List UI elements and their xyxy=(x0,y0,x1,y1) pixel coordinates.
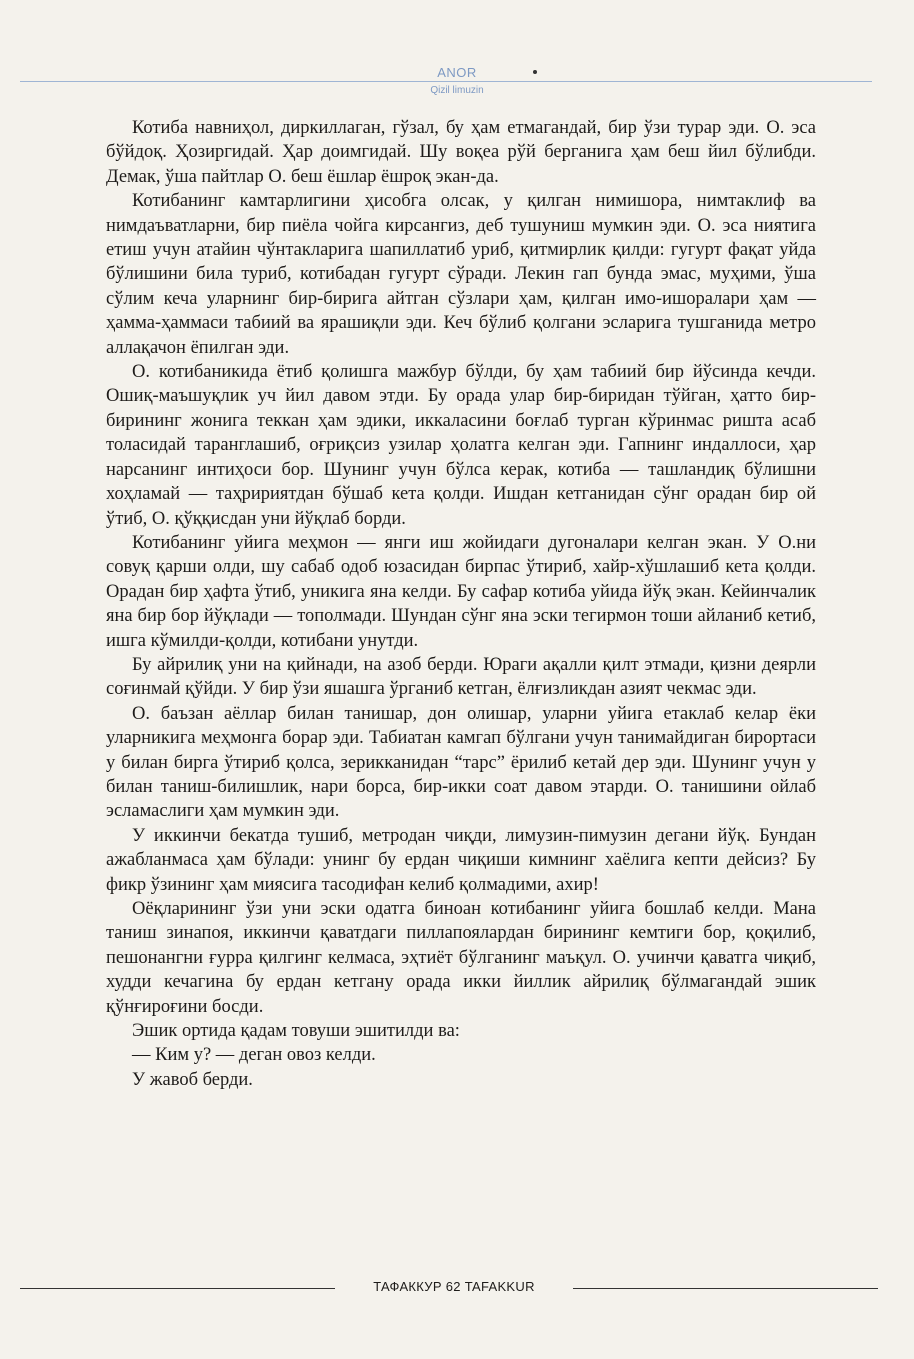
paragraph: О. котибаникида ётиб қолишга мажбур бўлди, бу ҳам табиий бир йўсинда кечди. Ошиқ-маъшуқлик уч йил давом этди. Бу орада улар бир-биридан тўйган, ҳатто бир-бирининг жонига теккан ҳам эдики, иккаласини боғлаб турган кўринмас ришта асаб толасидай таранглашиб, оғриқсиз узилар ҳолатга келган эди. Гапнинг индаллоси, ҳар нарсанинг интиҳоси бор. Шунинг учун бўлса керак, котиба — ташландиқ бўлишни хоҳламай — таҳририятдан бўшаб кета қолди. Ишдан кетганидан сўнг орадан бир ой ўтиб, О. қўққисдан уни йўқлаб борди. xyxy=(106,362,816,529)
footer-rule-left xyxy=(20,1288,335,1289)
footer-rule-right xyxy=(573,1288,878,1289)
paragraph: Котибанинг уйига меҳмон — янги иш жойидаги дугоналари келган экан. У О.ни совуқ қарши олди, шу сабаб одоб юзасидан бирпас ўтириб, хайр-хўшлашиб кета қолди. Орадан бир ҳафта ўтиб, уникига яна келди. Бу сафар котиба уйида йўқ экан. Кейинчалик яна бир бор йўқлади — тополмади. Шундан сўнг яна эски тегирмон тоши айланиб кетиб, ишга кўмилди-қолди, котибани унутди. xyxy=(106,532,816,651)
paragraph: Котибанинг камтарлигини ҳисобга олсак, у қилган нимишора, нимтаклиф ва нимдаъватларни, бир пиёла чойга кирсангиз, деб тушуниш мумкин эди. О. эса ниятига етиш учун атайин чўнтакларига шапиллатиб уриб, қитмирлик қилди: гугурт фақат уйда бўлишини била туриб, котибадан гугурт сўради. Лекин гап бунда эмас, муҳими, ўша сўлим кеча уларнинг бир-бирига айтган сўзлари ҳам, қилган имо-ишоралари ҳам — ҳамма-ҳаммаси табиий ва ярашиқли эди. Кеч бўлиб қолгани эсларига тушганида метро аллақачон ёпилган эди. xyxy=(106,191,816,358)
paragraph: Котиба навниҳол, диркиллаган, гўзал, бу ҳам етмагандай, бир ўзи турар эди. О. эса бўйдоқ. Ҳозиргидай. Ҳар доимгидай. Шу воқеа рўй берганига ҳам беш йил бўлибди. Демак, ўша пайтлар О. беш ёшлар ёшроқ экан-да. xyxy=(106,118,816,187)
paragraph: Оёқларининг ўзи уни эски одатга биноан котибанинг уйига бошлаб келди. Мана таниш зинапоя, иккинчи қаватдаги пиллапоялардан бирининг кемтиги бор, қоқилиб, пешонангни ғурра қилгинг келмаса, эҳтиёт бўлганинг маъқул. О. учинчи қаватга чиқиб, худди кечагина бу ердан кетгану орада икки йиллик айрилиқ бўлмагандай эшик қўнғироғини босди. xyxy=(106,899,816,1017)
paragraph: О. баъзан аёллар билан танишар, дон олишар, уларни уйига етаклаб келар ёки уларникига меҳмонга борар эди. Табиатан камгап бўлгани учун танимайдиган бирортаси у билан бирга ўтириб қолса, зерикканидан “тарс” ёрилиб кетай дер эди. Шунинг учун у билан таниш-билишлик, нари борса, бир-икки соат давом этарди. О. танишини ойлаб эсламаслиги ҳам мумкин эди. xyxy=(106,703,816,822)
body-text xyxy=(106,116,816,1092)
running-subtitle: Qizil limuzin xyxy=(430,85,484,96)
paragraph: У иккинчи бекатда тушиб, метродан чиқди, лимузин-пимузин дегани йўқ. Бундан ажабланмаса ҳам бўлади: унинг бу ердан чиқиши кимнинг хаёлига кепти дейсиз? Бу фикр ўзининг ҳам миясига тасодифан келиб қолмадими, ахир! xyxy=(106,825,816,895)
running-title: ANOR xyxy=(437,65,477,80)
paragraph: У жавоб берди. xyxy=(132,1069,253,1090)
ornament-dot xyxy=(533,70,537,74)
paragraph: — Ким у? — деган овоз келди. xyxy=(132,1045,376,1066)
page-footer: ТАФАККУР 62 TAFAKKUR xyxy=(373,1279,535,1294)
header-rule xyxy=(20,81,872,82)
paragraph: Бу айрилиқ уни на қийнади, на азоб берди. Юраги ақалли қилт этмади, қизни деярли соғинмай қўйди. У бир ўзи яшашга ўрганиб кетган, ёлғизликдан азият чекмас эди. xyxy=(106,654,816,700)
paragraph: Эшик ортида қадам товуши эшитилди ва: xyxy=(132,1021,460,1042)
